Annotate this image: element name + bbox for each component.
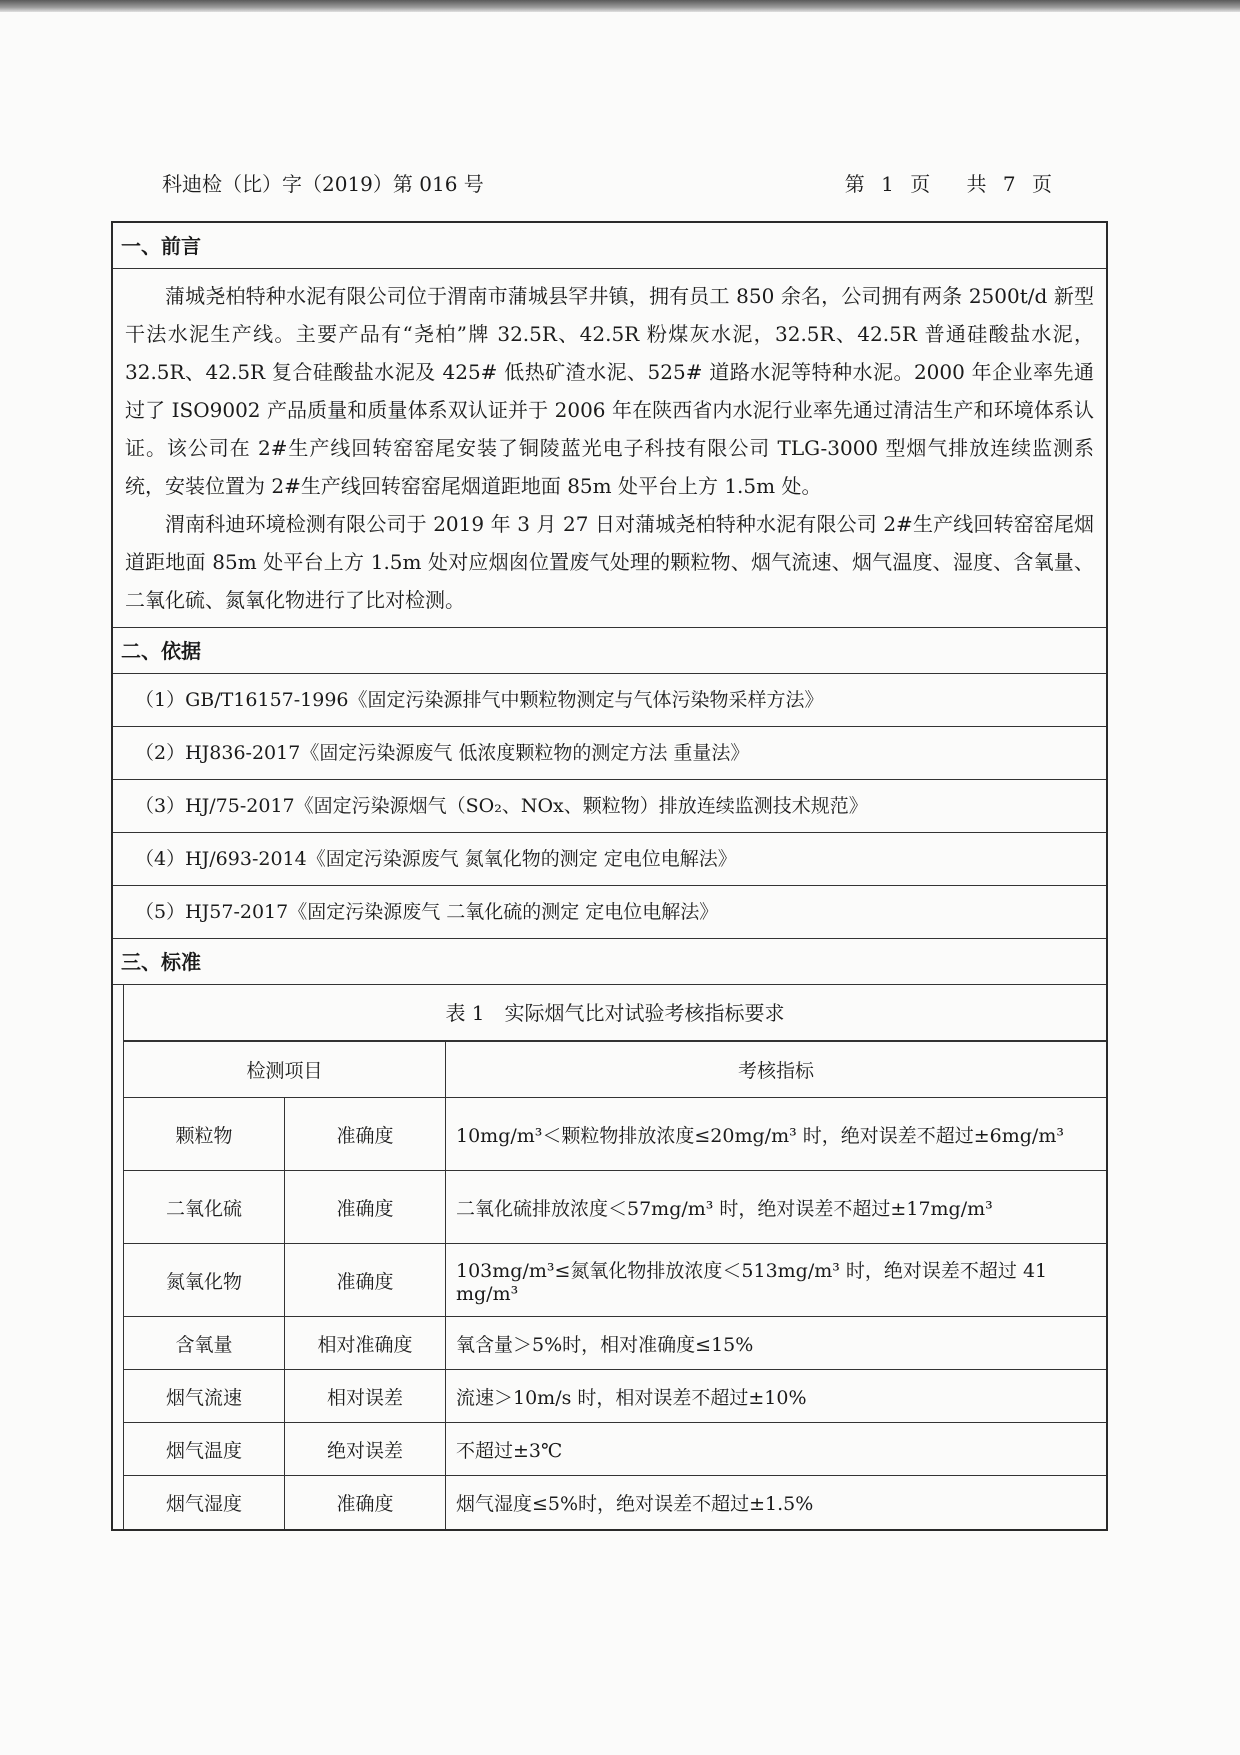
row-type: 准确度 bbox=[285, 1476, 446, 1529]
row-type: 准确度 bbox=[285, 1171, 446, 1244]
report-body bbox=[111, 221, 1108, 1531]
row-type: 准确度 bbox=[285, 1098, 446, 1171]
document-number: 科迪检（比）字（2019）第 016 号 bbox=[162, 172, 484, 196]
basis-item-5: （5）HJ57-2017《固定污染源废气 二氧化硫的测定 定电位电解法》 bbox=[113, 886, 1106, 939]
header-item: 检测项目 bbox=[124, 1042, 446, 1098]
row-criteria: 烟气湿度≤5%时，绝对误差不超过±1.5% bbox=[446, 1476, 1107, 1529]
row-item: 烟气流速 bbox=[124, 1370, 285, 1423]
row-item: 颗粒物 bbox=[124, 1098, 285, 1171]
row-type: 相对误差 bbox=[285, 1370, 446, 1423]
basis-item-2: （2）HJ836-2017《固定污染源废气 低浓度颗粒物的测定方法 重量法》 bbox=[113, 727, 1106, 780]
header-criteria: 考核指标 bbox=[446, 1042, 1107, 1098]
table-caption: 表 1 实际烟气比对试验考核指标要求 bbox=[123, 985, 1106, 1041]
row-criteria: 103mg/m³≤氮氧化物排放浓度＜513mg/m³ 时，绝对误差不超过 41 mg/m³ bbox=[446, 1244, 1107, 1317]
row-criteria: 10mg/m³＜颗粒物排放浓度≤20mg/m³ 时，绝对误差不超过±6mg/m³ bbox=[446, 1098, 1107, 1171]
preface-paragraph-2: 渭南科迪环境检测有限公司于 2019 年 3 月 27 日对蒲城尧柏特种水泥有限公司 2#生产线回转窑窑尾烟道距地面 85m 处平台上方 1.5m 处对应烟囱位置废气处理的颗粒物、烟气流速、烟气温度、湿度、含氧量、二氧化硫、氮氧化物进行了比对检测。 bbox=[125, 512, 1094, 612]
row-criteria: 流速＞10m/s 时，相对误差不超过±10% bbox=[446, 1370, 1107, 1423]
table-row bbox=[124, 1370, 1107, 1423]
row-item: 烟气温度 bbox=[124, 1423, 285, 1476]
row-criteria: 不超过±3℃ bbox=[446, 1423, 1107, 1476]
row-criteria: 氧含量＞5%时，相对准确度≤15% bbox=[446, 1317, 1107, 1370]
basis-item-1: （1）GB/T16157-1996《固定污染源排气中颗粒物测定与气体污染物采样方法》 bbox=[113, 674, 1106, 727]
scan-top-edge bbox=[0, 0, 1240, 12]
basis-item-4: （4）HJ/693-2014《固定污染源废气 氮氧化物的测定 定电位电解法》 bbox=[113, 833, 1106, 886]
table-header-row bbox=[124, 1042, 1107, 1098]
page-header bbox=[162, 168, 1052, 198]
row-type: 准确度 bbox=[285, 1244, 446, 1317]
table-row bbox=[124, 1476, 1107, 1529]
table-row bbox=[124, 1098, 1107, 1171]
row-item: 含氧量 bbox=[124, 1317, 285, 1370]
table-row bbox=[124, 1244, 1107, 1317]
row-item: 氮氧化物 bbox=[124, 1244, 285, 1317]
basis-item-3: （3）HJ/75-2017《固定污染源烟气（SO₂、NOx、颗粒物）排放连续监测技术规范》 bbox=[113, 780, 1106, 833]
criteria-table bbox=[123, 1041, 1106, 1529]
section-title-standard: 三、标准 bbox=[113, 939, 1106, 985]
row-type: 相对准确度 bbox=[285, 1317, 446, 1370]
page-number: 第 1 页 共 7 页 bbox=[844, 172, 1052, 196]
table-row bbox=[124, 1317, 1107, 1370]
section-title-preface: 一、前言 bbox=[113, 223, 1106, 269]
section-title-basis: 二、依据 bbox=[113, 628, 1106, 674]
preface-paragraph-1: 蒲城尧柏特种水泥有限公司位于渭南市蒲城县罕井镇，拥有员工 850 余名，公司拥有两条 2500t/d 新型干法水泥生产线。主要产品有“尧柏”牌 32.5R、42.5R 粉煤灰水泥，32.5R、42.5R 普通硅酸盐水泥，32.5R、42.5R 复合硅酸盐水泥及 425# 低热矿渣水泥、525# 道路水泥等特种水泥。2000 年企业率先通过了 ISO9002 产品质量和质量体系双认证并于 2006 年在陕西省内水泥行业率先通过清洁生产和环境体系认证。该公司在 2#生产线回转窑窑尾安装了铜陵蓝光电子科技有限公司 TLG-3000 型烟气排放连续监测系统，安装位置为 2#生产线回转窑窑尾烟道距地面 85m 处平台上方 1.5m 处。 bbox=[125, 284, 1094, 498]
row-item: 二氧化硫 bbox=[124, 1171, 285, 1244]
table-row bbox=[124, 1171, 1107, 1244]
row-criteria: 二氧化硫排放浓度＜57mg/m³ 时，绝对误差不超过±17mg/m³ bbox=[446, 1171, 1107, 1244]
table-row bbox=[124, 1423, 1107, 1476]
row-type: 绝对误差 bbox=[285, 1423, 446, 1476]
preface-text bbox=[113, 269, 1106, 628]
row-item: 烟气湿度 bbox=[124, 1476, 285, 1529]
